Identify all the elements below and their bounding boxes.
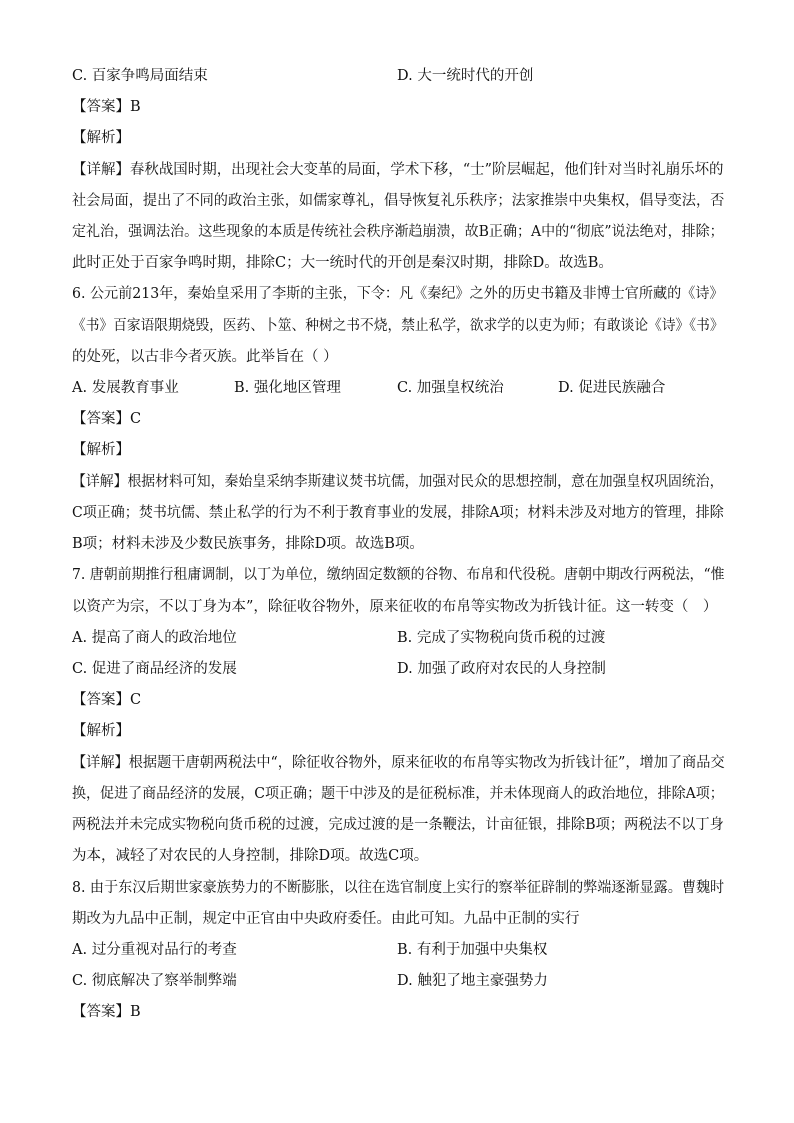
- q8-answer: 【答案】B: [72, 1004, 141, 1020]
- q8-stem-line: 期改为九品中正制，规定中正官由中央政府委任。由此可知。九品中正制的实行: [72, 911, 580, 927]
- q7-option-c: C. 促进了商品经济的发展: [72, 661, 237, 677]
- q6-answer: 【答案】C: [72, 411, 142, 427]
- q6-detail-line: 【详解】根据材料可知，秦始皇采纳李斯建议焚书坑儒，加强对民众的思想控制，意在加强皇权巩固统治，: [72, 474, 724, 490]
- q6-analysis-heading: 【解析】: [72, 442, 130, 458]
- q6-stem-line: 《书》百家语限期烧毁，医药、卜筮、种树之书不烧，禁止私学，欲求学的以吏为师；有敢谈论《诗》《书》: [72, 318, 724, 334]
- q5-analysis-heading: 【解析】: [72, 130, 130, 146]
- q8-stem-line: 8. 由于东汉后期世家豪族势力的不断膨胀，以往在选官制度上实行的察举征辟制的弊端逐渐显露。曹魏时: [72, 880, 725, 896]
- q7-stem-line: 7. 唐朝前期推行租庸调制，以丁为单位，缴纳固定数额的谷物、布帛和代役税。唐朝中期改行两税法，“惟: [72, 567, 725, 583]
- q5-option-d: D. 大一统时代的开创: [397, 68, 534, 84]
- q7-analysis-heading: 【解析】: [72, 723, 130, 739]
- q6-option-a: A. 发展教育事业: [72, 380, 179, 396]
- q7-detail-line: 为本，减轻了对农民的人身控制，排除D项。故选C项。: [72, 848, 429, 864]
- q7-option-b: B. 完成了实物税向货币税的过渡: [397, 630, 606, 646]
- q5-answer: 【答案】B: [72, 99, 141, 115]
- q5-detail-line: 社会局面，提出了不同的政治主张，如儒家尊礼，倡导恢复礼乐秩序；法家推崇中央集权，倡导变法，否: [72, 193, 725, 209]
- q6-option-d: D. 促进民族融合: [558, 380, 666, 396]
- q7-option-d: D. 加强了政府对农民的人身控制: [397, 661, 606, 677]
- q7-detail-line: 换，促进了商品经济的发展，C项正确；题干中涉及的是征税标准，并未体现商人的政治地位，排除A项；: [72, 786, 724, 802]
- q6-detail-line: C项正确；焚书坑儒、禁止私学的行为不利于教育事业的发展，排除A项；材料未涉及对地方的管理，排除: [72, 505, 724, 521]
- q5-detail-line: 【详解】春秋战国时期，出现社会大变革的局面，学术下移，“士”阶层崛起，他们针对当时礼崩乐坏的: [72, 162, 724, 178]
- q7-stem-line: 以资产为宗，不以丁身为本”，除征收谷物外，原来征收的布帛等实物改为折钱计征。这一转变（ ）: [72, 599, 718, 615]
- q6-detail-line: B项；材料未涉及少数民族事务，排除D项。故选B项。: [72, 536, 424, 552]
- q8-option-b: B. 有利于加强中央集权: [397, 942, 548, 958]
- q6-stem-line: 6. 公元前213年，秦始皇采用了李斯的主张，下令：凡《秦纪》之外的历史书籍及非博士官所藏的《诗》: [72, 286, 724, 302]
- q6-stem-line: 的处死，以古非今者灭族。此举旨在（ ）: [72, 349, 338, 365]
- q6-option-b: B. 强化地区管理: [234, 380, 341, 396]
- q5-option-c: C. 百家争鸣局面结束: [72, 68, 208, 84]
- q8-option-c: C. 彻底解决了察举制弊端: [72, 973, 237, 989]
- q7-answer: 【答案】C: [72, 692, 142, 708]
- q5-detail-line: 定礼治，强调法治。这些现象的本质是传统社会秩序渐趋崩溃，故B正确；A中的“彻底”说法绝对，排除；: [72, 224, 724, 240]
- q6-option-c: C. 加强皇权统治: [397, 380, 504, 396]
- q8-option-a: A. 过分重视对品行的考查: [72, 942, 237, 958]
- q5-detail-line: 此时正处于百家争鸣时期，排除C；大一统时代的开创是秦汉时期，排除D。故选B。: [72, 255, 613, 271]
- q7-option-a: A. 提高了商人的政治地位: [72, 630, 237, 646]
- q7-detail-line: 两税法并未完成实物税向货币税的过渡，完成过渡的是一条鞭法，计亩征银，排除B项；两税法不以丁身: [72, 817, 724, 833]
- q8-option-d: D. 触犯了地主豪强势力: [397, 973, 548, 989]
- q7-detail-line: 【详解】根据题干唐朝两税法中“，除征收谷物外，原来征收的布帛等实物改为折钱计征”，增加了商品交: [72, 755, 725, 771]
